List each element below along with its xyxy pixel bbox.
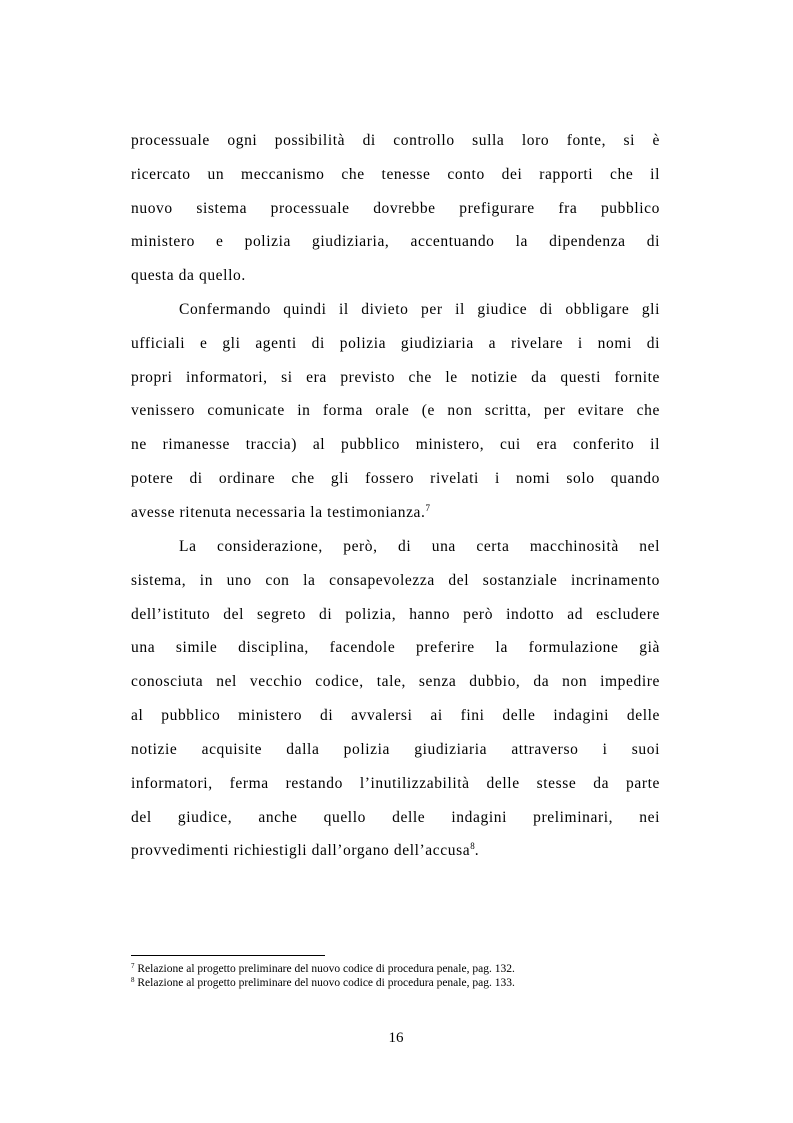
body-line: informatori, ferma restando l’inutilizzabilità delle stesse da parte: [131, 775, 660, 792]
page-number: 16: [388, 1030, 404, 1046]
body-line: propri informatori, si era previsto che le notizie da questi fornite: [131, 369, 660, 386]
body-line: ufficiali e gli agenti di polizia giudiziaria a rivelare i nomi di: [131, 335, 660, 352]
body-line: venissero comunicate in forma orale (e non scritta, per evitare che: [131, 402, 660, 419]
body-line: questa da quello.: [131, 267, 246, 284]
body-line: nuovo sistema processuale dovrebbe prefigurare fra pubblico: [131, 200, 660, 217]
body-line: dell’istituto del segreto di polizia, hanno però indotto ad escludere: [131, 606, 660, 623]
footnote-text: Relazione al progetto preliminare del nuovo codice di procedura penale, pag. 132.: [137, 963, 515, 975]
body-line: potere di ordinare che gli fossero rivelati i nomi solo quando: [131, 470, 660, 487]
paragraph-start-line: Confermando quindi il divieto per il giudice di obbligare gli: [179, 301, 660, 318]
body-line: al pubblico ministero di avvalersi ai fini delle indagini delle: [131, 707, 660, 724]
body-line: conosciuta nel vecchio codice, tale, senza dubbio, da non impedire: [131, 673, 660, 690]
footnote-reference-8[interactable]: 8: [470, 841, 475, 851]
body-line: ministero e polizia giudiziaria, accentuando la dipendenza di: [131, 233, 660, 250]
body-line-text: provvedimenti richiestigli dall’organo dell’accusa: [131, 842, 471, 859]
footnote-8: [131, 976, 691, 990]
body-line: una simile disciplina, facendole preferire la formulazione già: [131, 639, 660, 656]
footnote-text: Relazione al progetto preliminare del nuovo codice di procedura penale, pag. 133.: [137, 977, 515, 989]
footnote-reference-7[interactable]: 7: [425, 503, 431, 513]
footnote-number: 8: [131, 976, 135, 984]
body-line: sistema, in uno con la consapevolezza del sostanziale incrinamento: [131, 572, 660, 589]
body-line: notizie acquisite dalla polizia giudiziaria attraverso i suoi: [131, 741, 660, 758]
body-line-with-note: [131, 503, 660, 523]
footnote-number: 7: [131, 962, 135, 970]
paragraph-start-line: La considerazione, però, di una certa macchinosità nel: [179, 538, 660, 555]
body-line: ricercato un meccanismo che tenesse conto dei rapporti che il: [131, 166, 660, 183]
sentence-period: .: [474, 842, 480, 859]
body-line: del giudice, anche quello delle indagini preliminari, nei: [131, 809, 660, 826]
body-line: ne rimanesse traccia) al pubblico ministero, cui era conferito il: [131, 436, 660, 453]
footnote-7: [131, 962, 691, 976]
body-line-text: avesse ritenuta necessaria la testimonianza.: [131, 504, 426, 521]
body-line: processuale ogni possibilità di controllo sulla loro fonte, si è: [131, 132, 660, 149]
body-line-with-note: [131, 841, 660, 861]
footnote-separator: [131, 955, 325, 956]
